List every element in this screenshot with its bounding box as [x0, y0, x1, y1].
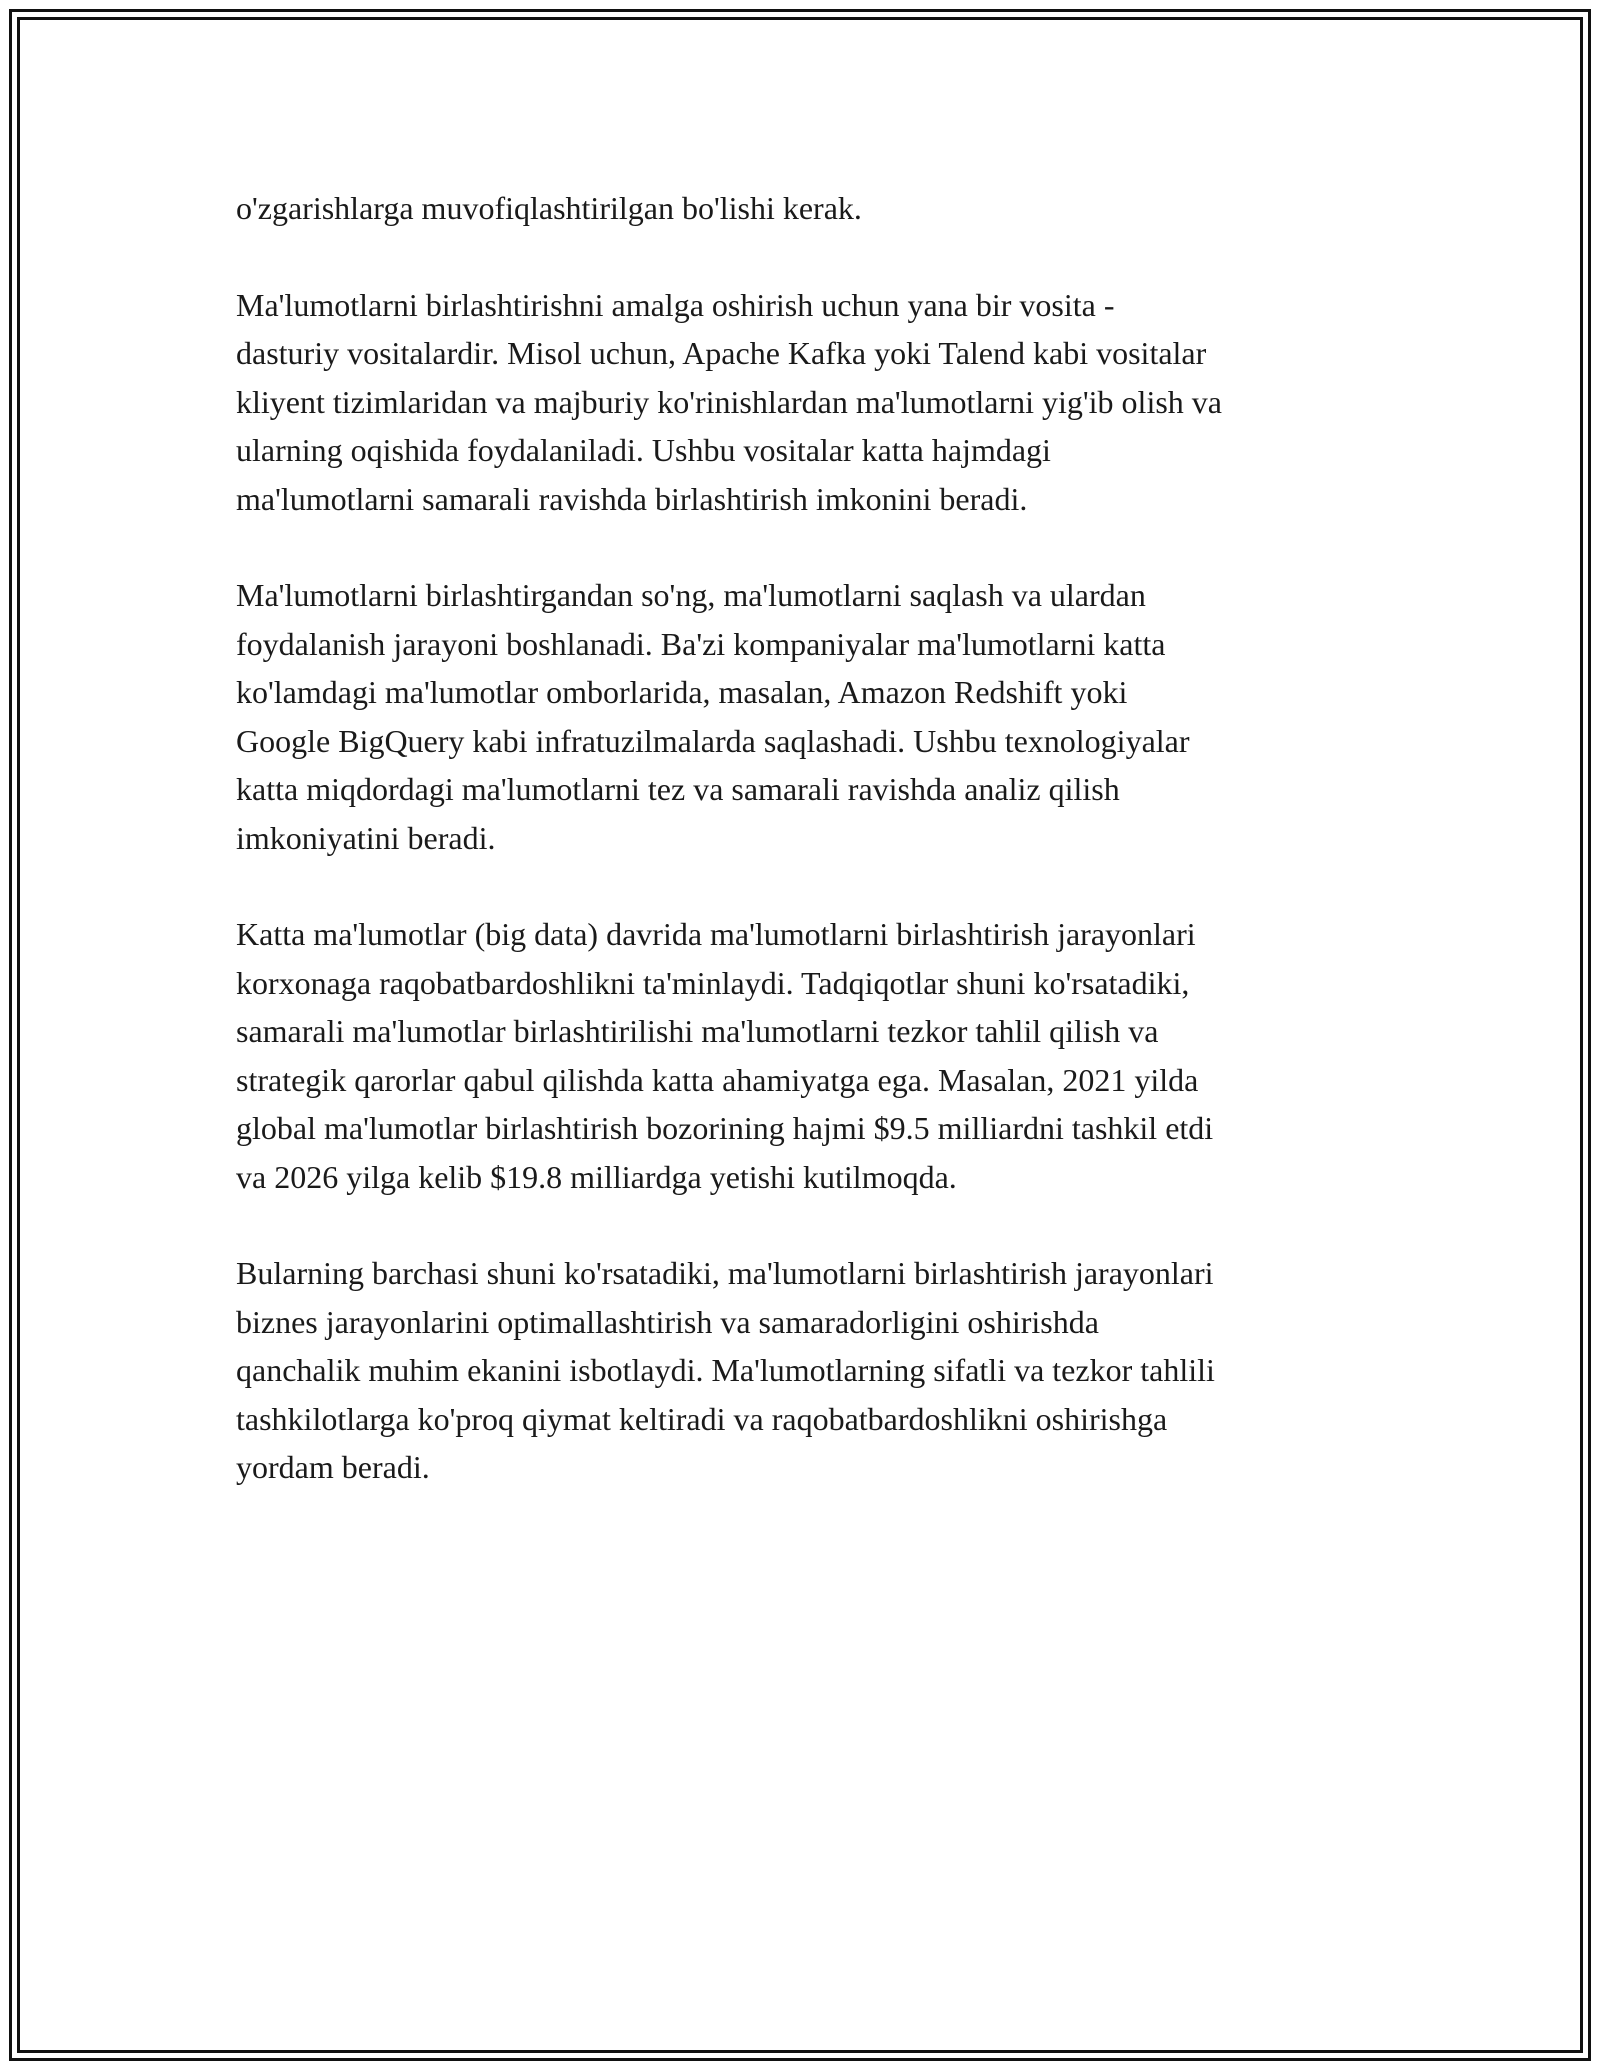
document-body — [236, 184, 1376, 1492]
paragraph-data-storage: Ma'lumotlarni birlashtirgandan so'ng, ma'lumotlarni saqlash va ulardan foydalanish jarayoni boshlanadi. Ba'zi kompaniyalar ma'lumotlarni katta ko'lamdagi ma'lumotlar omborlarida, masalan, Amazon Redshift yoki Google BigQuery kabi infratuzilmalarda saqlashadi. Ushbu texnologiyalar katta miqdordagi ma'lumotlarni tez va samarali ravishda analiz qilish imkoniyatini beradi. — [236, 577, 1190, 856]
paragraph-conclusion: Bularning barchasi shuni ko'rsatadiki, ma'lumotlarni birlashtirish jarayonlari biznes jarayonlarini optimallashtirish va samaradorligini oshirishda qanchalik muhim ekanini isbotlaydi. Ma'lumotlarning sifatli va tezkor tahlili tashkilotlarga ko'proq qiymat keltiradi va raqobatbardoshlikni oshirishga yordam beradi. — [236, 1255, 1215, 1485]
paragraph-continuation: o'zgarishlarga muvofiqlashtirilgan bo'lishi kerak. — [236, 190, 862, 226]
paragraph-software-tools: Ma'lumotlarni birlashtirishni amalga oshirish uchun yana bir vosita - dasturiy vositalardir. Misol uchun, Apache Kafka yoki Talend kabi vositalar kliyent tizimlaridan va majburiy ko'rinishlardan ma'lumotlarni yig'ib olish va ularning oqishida foydalaniladi. Ushbu vositalar katta hajmdagi ma'lumotlarni samarali ravishda birlashtirish imkonini beradi. — [236, 286, 1222, 517]
paragraph-big-data: Katta ma'lumotlar (big data) davrida ma'lumotlarni birlashtirish jarayonlari korxonaga raqobatbardoshlikni ta'minlaydi. Tadqiqotlar shuni ko'rsatadiki, samarali ma'lumotlar birlashtirilishi ma'lumotlarni tezkor tahlil qilish va strategik qarorlar qabul qilishda katta ahamiyatga ega. Masalan, 2021 yilda global ma'lumotlar birlashtirish bozorining hajmi $9.5 milliardni tashkil etdi va 2026 yilga kelib $19.8 milliardga yetishi kutilmoqda. — [236, 916, 1214, 1195]
